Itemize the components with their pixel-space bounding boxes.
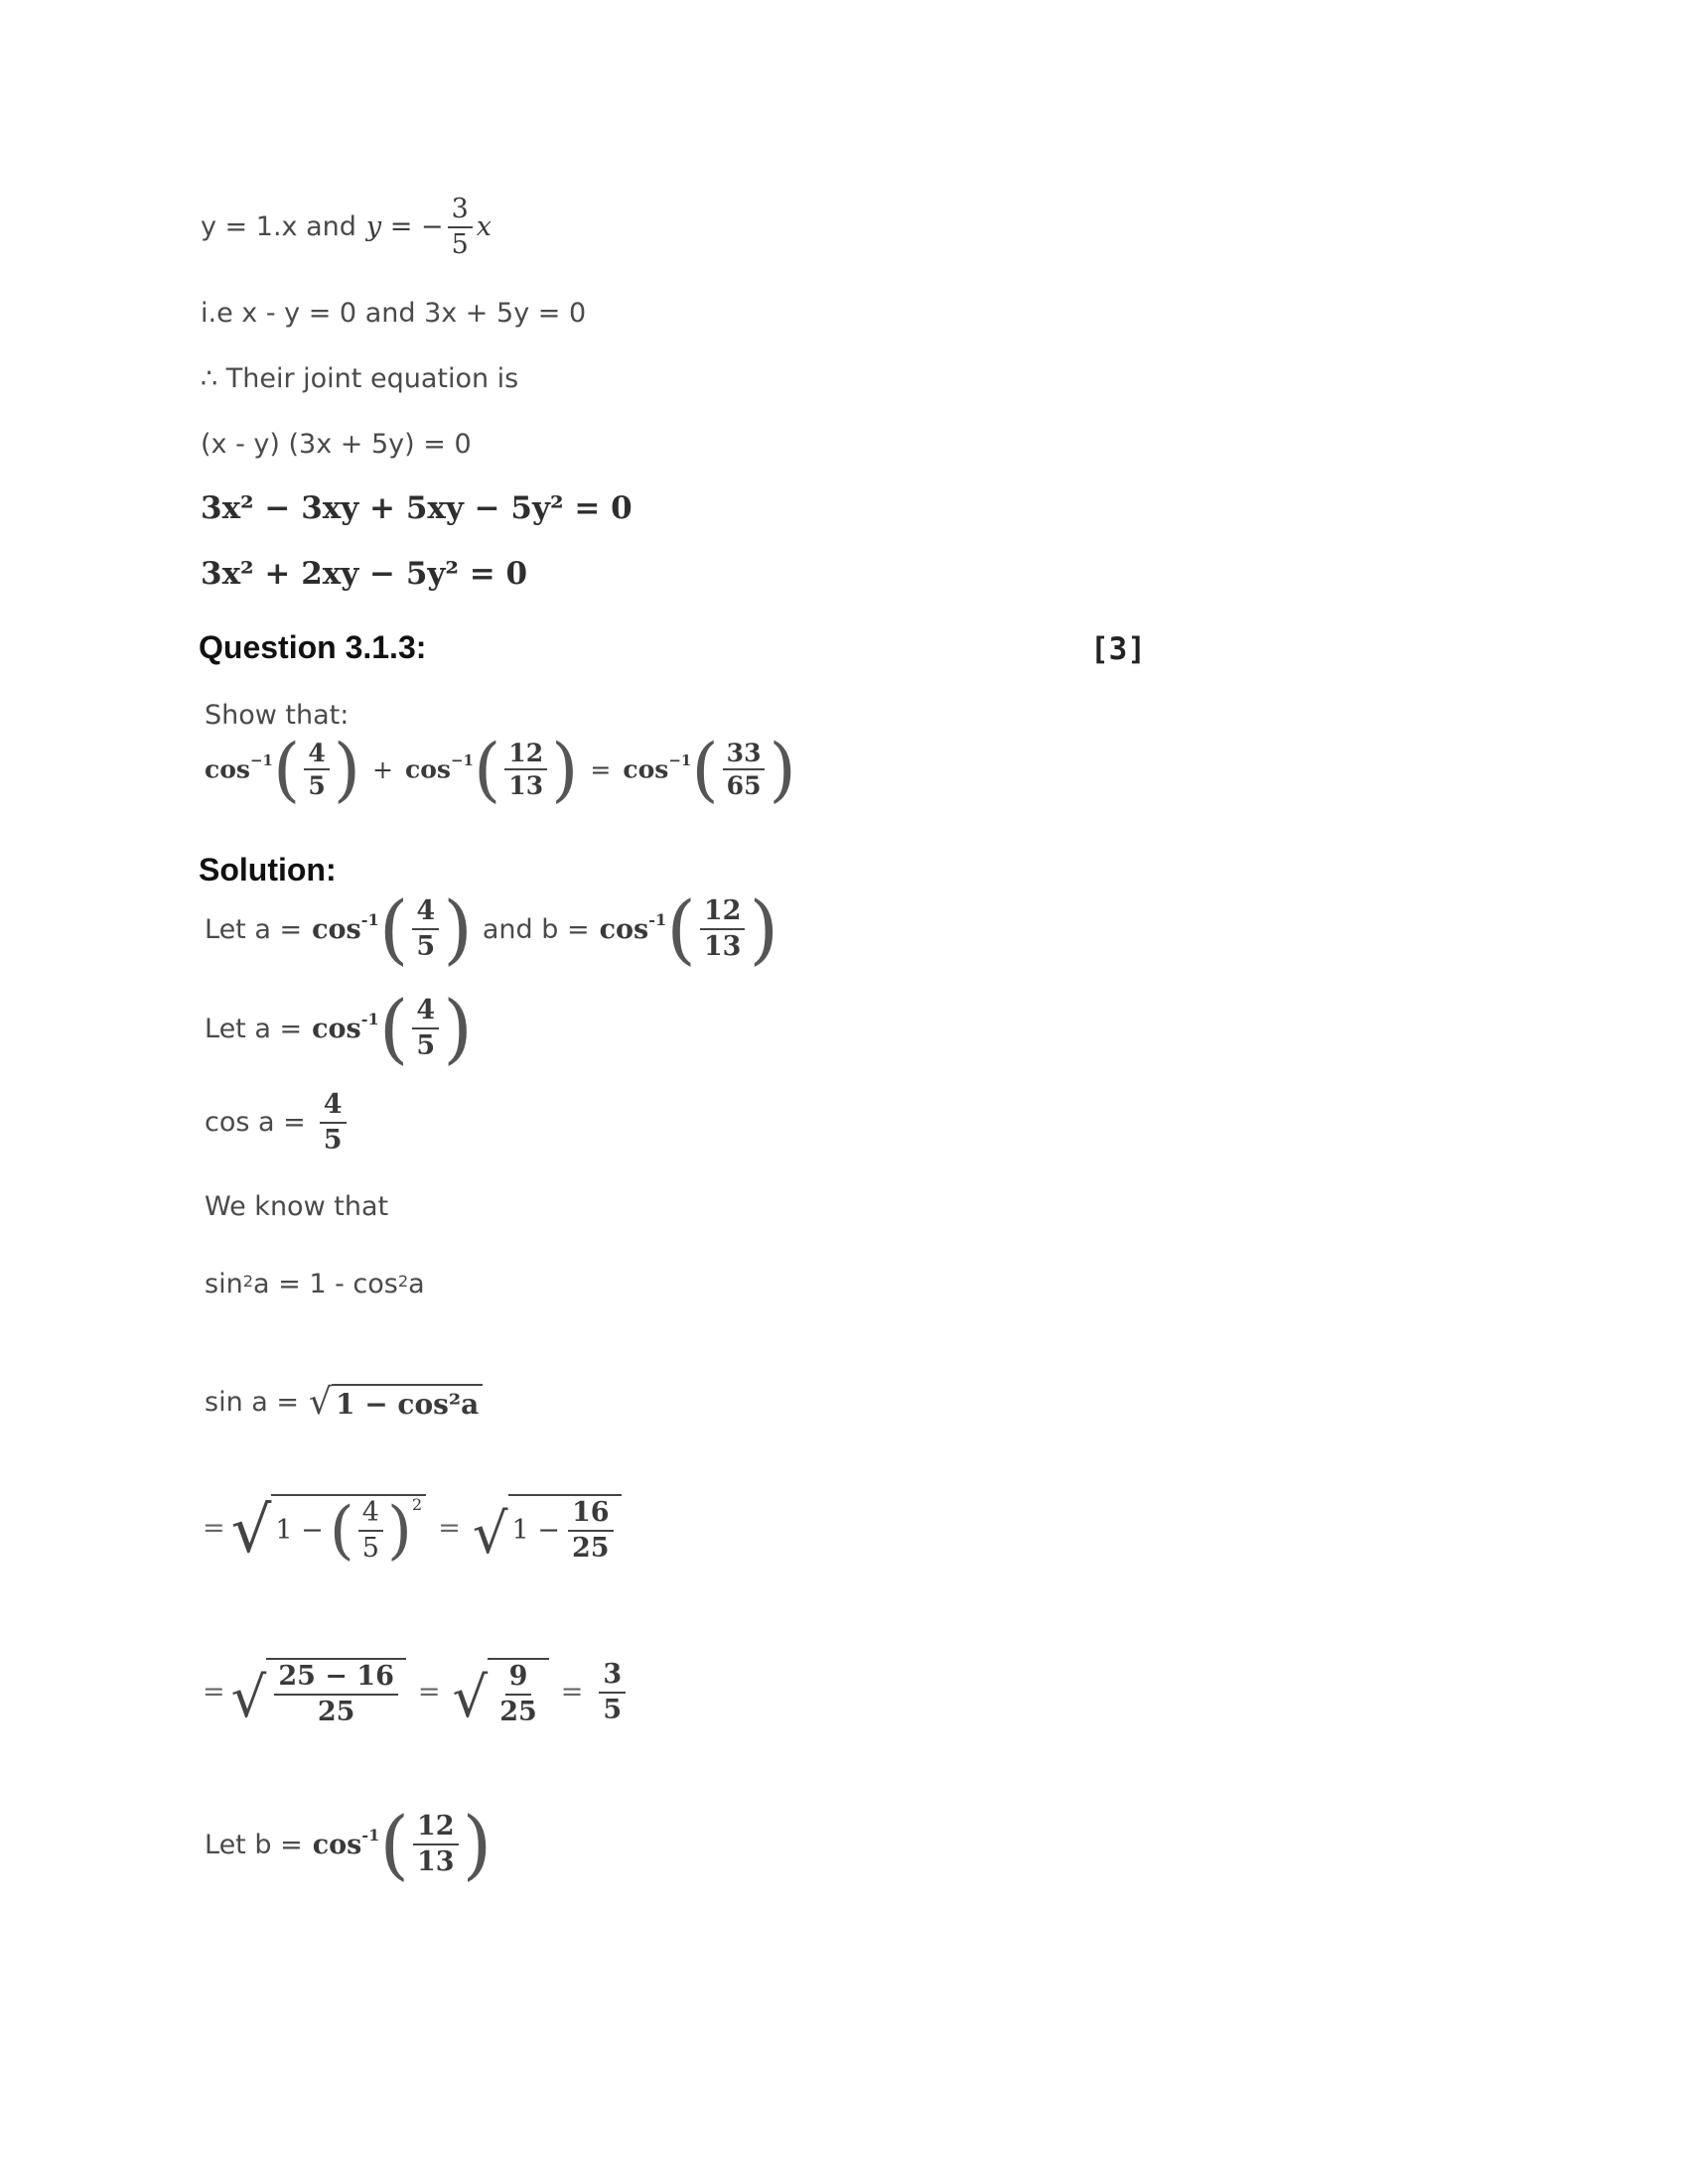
math-x: x xyxy=(476,211,492,243)
line-ie: i.e x - y = 0 and 3x + 5y = 0 xyxy=(201,298,587,329)
sqrt-1-minus-cos2a: √ 1 − cos²a xyxy=(309,1384,483,1421)
question-prompt: Show that: xyxy=(205,700,350,731)
solution-let-b: Let b = $\cos^{-1}$ ( $\frac{12}{13}$ ) xyxy=(205,1800,492,1888)
question-identity: $\cos^{-1}$ ( $\frac{4}{5}$ ) + $\cos^{-1}$ ( $\frac{12}{13}$ ) = $\cos^{-1}$ ( $\frac{33}{65}$ ) xyxy=(205,729,796,810)
text-y-and: y = 1.x and xyxy=(201,211,356,243)
line-joint-equation: ∴ Their joint equation is xyxy=(201,363,519,394)
fraction-a2: $\frac{4}{5}$ xyxy=(412,996,439,1060)
fraction-4-5: $\frac{4}{5}$ xyxy=(304,740,329,800)
solution-step1: = √ 1 − ( $\frac{4}{5}$ ) $^2$ = √ 1 − $\frac{16}{25}$ xyxy=(203,1494,622,1563)
line-product: (x - y) (3x + 5y) = 0 xyxy=(201,429,472,460)
solution-title: Solution: xyxy=(199,852,337,887)
solution-let-a-and-b: Let a = $\cos^{-1}$ ( $\frac{4}{5}$ ) and b = $\cos^{-1}$ ( $\frac{12}{13}$ ) xyxy=(205,885,779,973)
question-title: Question 3.1.3: xyxy=(199,629,427,665)
fraction-a: $\frac{4}{5}$ xyxy=(412,896,439,961)
math-y-eq: y = − xyxy=(365,211,444,243)
solution-cos-a: cos a = $\frac{4}{5}$ xyxy=(205,1090,351,1155)
fraction-3-5 xyxy=(448,195,473,259)
cos-inverse-a: $\cos^{-1}$ xyxy=(312,909,379,945)
sqrt-9-over-25: √ $\frac{9}{25}$ xyxy=(453,1658,549,1726)
fraction-numerator: 3 xyxy=(448,195,473,228)
solution-sin-a: sin a = √ 1 − cos²a xyxy=(205,1384,483,1421)
fraction-b: $\frac{12}{13}$ xyxy=(700,896,746,961)
fraction-cos-a: $\frac{4}{5}$ xyxy=(320,1090,347,1155)
equation-expanded: 3x² − 3xy + 5xy − 5y² = 0 xyxy=(201,490,633,526)
solution-step2: = √ $\frac{25 - 16}{25}$ = √ $\frac{9}{25}$ = $\frac{3}{5}$ xyxy=(203,1658,630,1726)
line-y-equations xyxy=(201,195,492,259)
fraction-3-5-result: $\frac{3}{5}$ xyxy=(599,1660,626,1724)
fraction-denominator: 5 xyxy=(451,228,469,260)
solution-let-a: Let a = $\cos^{-1}$ ( $\frac{4}{5}$ ) xyxy=(205,984,473,1072)
plus-sign: + xyxy=(372,754,393,784)
cos-inverse-b2: $\cos^{-1}$ xyxy=(312,1825,380,1860)
solution-identity: sin $^2$ a = 1 - cos $^2$ a xyxy=(205,1269,425,1299)
question-marks: [3] xyxy=(1090,631,1146,667)
cos-inverse-3: $\cos^{-1}$ xyxy=(623,751,692,784)
sqrt-1-minus-4-5-squared: √ 1 − ( $\frac{4}{5}$ ) $^2$ xyxy=(231,1494,427,1563)
fraction-b2: $\frac{12}{13}$ xyxy=(413,1812,459,1876)
equation-simplified: 3x² + 2xy − 5y² = 0 xyxy=(201,556,528,592)
cos-inverse-1: $\cos^{-1}$ xyxy=(205,751,273,784)
fraction-12-13: $\frac{12}{13}$ xyxy=(504,740,547,800)
fraction-33-65: $\frac{33}{65}$ xyxy=(723,740,766,800)
sqrt-25-minus-16-over-25: √ $\frac{25 - 16}{25}$ xyxy=(231,1658,406,1726)
equals-sign: = xyxy=(590,754,612,784)
cos-inverse-b: $\cos^{-1}$ xyxy=(599,909,667,945)
sqrt-1-minus-16-25: √ 1 − $\frac{16}{25}$ xyxy=(473,1494,622,1563)
cos-inverse-a2: $\cos^{-1}$ xyxy=(312,1009,379,1044)
solution-we-know: We know that xyxy=(205,1191,389,1222)
cos-inverse-2: $\cos^{-1}$ xyxy=(404,751,474,784)
